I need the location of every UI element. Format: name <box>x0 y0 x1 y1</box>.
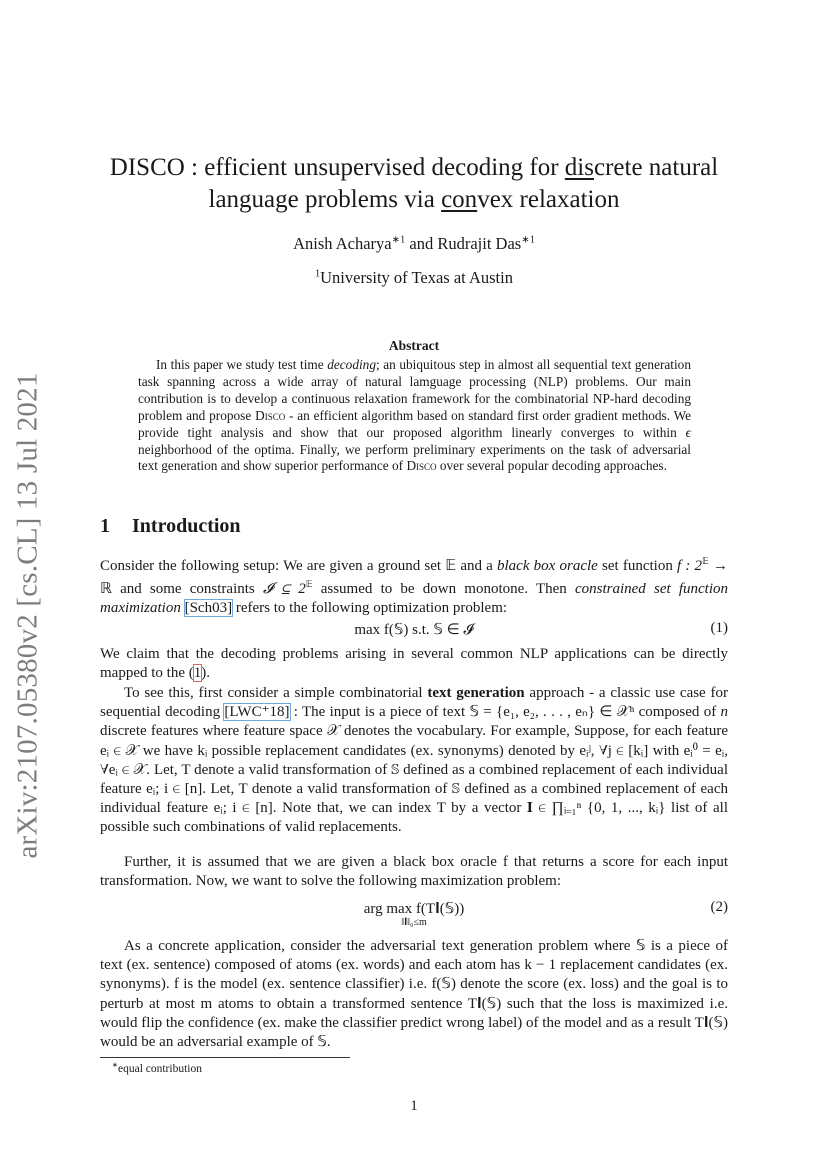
body-emphasis: constrained set function maximization <box>100 581 728 617</box>
body-text: discrete features where feature space 𝒳 denotes the vocabulary. For example, Suppose, for each feature eᵢ ∈ 𝒳 we have kᵢ possible replacement candidates (ex. synonyms) denoted by eᵢʲ, ∀j ∈ [kᵢ] with eᵢ⁰ = eᵢ, ∀eᵢ ∈ 𝒳. Let, T denote a valid transformation of 𝕊 defined as a combined replacement of each individual feature eᵢ; i ∈ [n]. Let, T denote a valid transformation of 𝕊 defined as a combined replacement of each individual feature eᵢ; i ∈ [n]. Note that, we can index T by a vector 𝐈 ∈ ∏ᵢ₌₁ⁿ {0, 1, ..., kᵢ} list of all possible such combinations of valid replacements. <box>100 723 728 836</box>
paragraph-4 <box>100 853 728 891</box>
section-title: Introduction <box>132 515 241 537</box>
abstract-heading: Abstract <box>388 338 440 353</box>
paragraph-2 <box>100 645 728 683</box>
abstract-text: - an efficient algorithm based on standard first order gradient methods. We provide tight analysis and show that our proposed algorithm linearly converges to within <box>138 407 691 440</box>
author-list <box>100 234 728 254</box>
body-text: refers to the following optimization problem: <box>232 600 508 617</box>
equation-number: (2) <box>710 899 728 915</box>
paragraph-3 <box>100 684 728 838</box>
footnote-divider <box>100 1057 350 1058</box>
citation-link[interactable]: [Sch03] <box>184 600 233 617</box>
body-text: approach - a classic use case for sequential decoding <box>100 685 728 721</box>
section-heading-introduction <box>100 515 241 538</box>
footnote-text: equal contribution <box>117 1062 202 1075</box>
body-bold: text generation <box>427 685 525 701</box>
body-text: Further, it is assumed that we are given a black box oracle f that returns a score for each input transformation. Now, we want to solve the following maximization problem: <box>100 854 728 890</box>
arxiv-stamp-text: arXiv:2107.05380v2 [cs.CL] 13 Jul 2021 <box>11 371 44 859</box>
footnote <box>112 1060 202 1075</box>
abstract-text: neighborhood of the optima. Finally, we perform preliminary experiments on the task of adversarial text generation and show superior performance of <box>138 441 691 474</box>
paper-title <box>100 152 728 216</box>
title-underlined: con <box>441 186 478 213</box>
equation-subscript: ‖𝐈‖₀≤m <box>401 917 427 928</box>
abstract-text: In this paper we study test time <box>156 357 328 372</box>
title-underlined: dis <box>564 154 594 181</box>
abstract-body <box>138 357 691 475</box>
paragraph-5 <box>100 937 728 1052</box>
equation-2 <box>100 899 728 933</box>
affiliation-name: University of Texas at Austin <box>320 268 513 287</box>
body-text: ). <box>201 665 210 682</box>
body-text: → ℝ and some constraints <box>100 558 729 598</box>
author-separator: and <box>405 234 438 253</box>
author-mark: ∗1 <box>391 234 406 246</box>
epsilon-symbol: ϵ <box>685 424 691 440</box>
title-text: language problems via <box>208 186 442 213</box>
body-text: As a concrete application, consider the adversarial text generation problem where 𝕊 is a piece of text (ex. sentence) composed of atoms (ex. words) and each atom has k − 1 replacement candidates (ex. synonyms). f is the model (ex. sentence classifier) i.e. f(𝕊) denote the score (ex. loss) and the goal is to perturb at most m atoms to obtain a transformed sentence T𝐈(𝕊) such that the loss is maximized i.e. would flip the confidence (ex. make the classifier predict wrong label) of the model and as a result T𝐈(𝕊) would be an adversarial example of 𝕊. <box>100 938 728 1051</box>
math-inline: f : 2 <box>677 558 703 574</box>
author-mark: ∗1 <box>521 234 535 246</box>
title-text: crete natural <box>593 154 719 181</box>
equation-number: (1) <box>710 620 728 636</box>
section-number: 1 <box>100 515 110 537</box>
footnote-mark: ∗ <box>112 1061 118 1069</box>
title-text: DISCO : efficient unsupervised decoding for <box>109 154 565 181</box>
equation-expression: arg max f(T𝐈(𝕊)) <box>363 901 465 917</box>
paragraph-1 <box>100 553 728 619</box>
body-emphasis: black box oracle <box>497 558 598 574</box>
equation-reference-link[interactable]: 1 <box>193 665 202 682</box>
affiliation <box>100 268 728 288</box>
citation-link[interactable]: [LWC⁺18] <box>224 704 290 721</box>
abstract-text: over several popular decoding approaches. <box>436 458 667 474</box>
affiliation-mark: 1 <box>315 268 321 280</box>
math-inline: 𝓘 ⊆ 2 <box>262 581 306 598</box>
body-text: : The input is a piece of text 𝕊 = {e₁, e₂, . . . , eₙ} ∈ 𝒳ⁿ composed of <box>289 704 721 721</box>
title-line-1 <box>100 152 728 184</box>
body-text: set function <box>597 558 678 574</box>
method-name: Disco <box>406 458 437 474</box>
body-text: To see this, first consider a simple combinatorial <box>124 685 428 701</box>
page-number: 1 <box>410 1098 418 1114</box>
body-text: assumed to be down monotone. Then <box>312 581 575 598</box>
method-name: Disco <box>255 407 286 423</box>
math-superscript: 𝔼 <box>305 580 313 591</box>
author-name: Rudrajit Das <box>437 234 522 253</box>
equation-expression: max f(𝕊) s.t. 𝕊 ∈ 𝓘 <box>354 622 474 638</box>
body-text: Consider the following setup: We are given a ground set 𝔼 and a <box>100 558 497 574</box>
author-name: Anish Acharya <box>293 234 392 253</box>
title-line-2 <box>100 184 728 216</box>
equation-1 <box>100 620 728 640</box>
math-inline: n <box>720 704 728 721</box>
math-superscript: 𝔼 <box>702 557 709 567</box>
arxiv-identifier-stamp <box>4 371 52 859</box>
body-text: We claim that the decoding problems arising in several common NLP applications can be directly mapped to the ( <box>100 646 728 682</box>
title-text: vex relaxation <box>477 186 620 213</box>
abstract-text: ; an ubiquitous step in almost all sequential text generation task spanning across a wide array of natural lamguage processing (NLP) problems. Our main contribution is to develop a continuous relaxation framework for the combinatorial NP-hard decoding problem and propose <box>138 357 691 423</box>
abstract-emphasis: decoding <box>327 357 376 372</box>
